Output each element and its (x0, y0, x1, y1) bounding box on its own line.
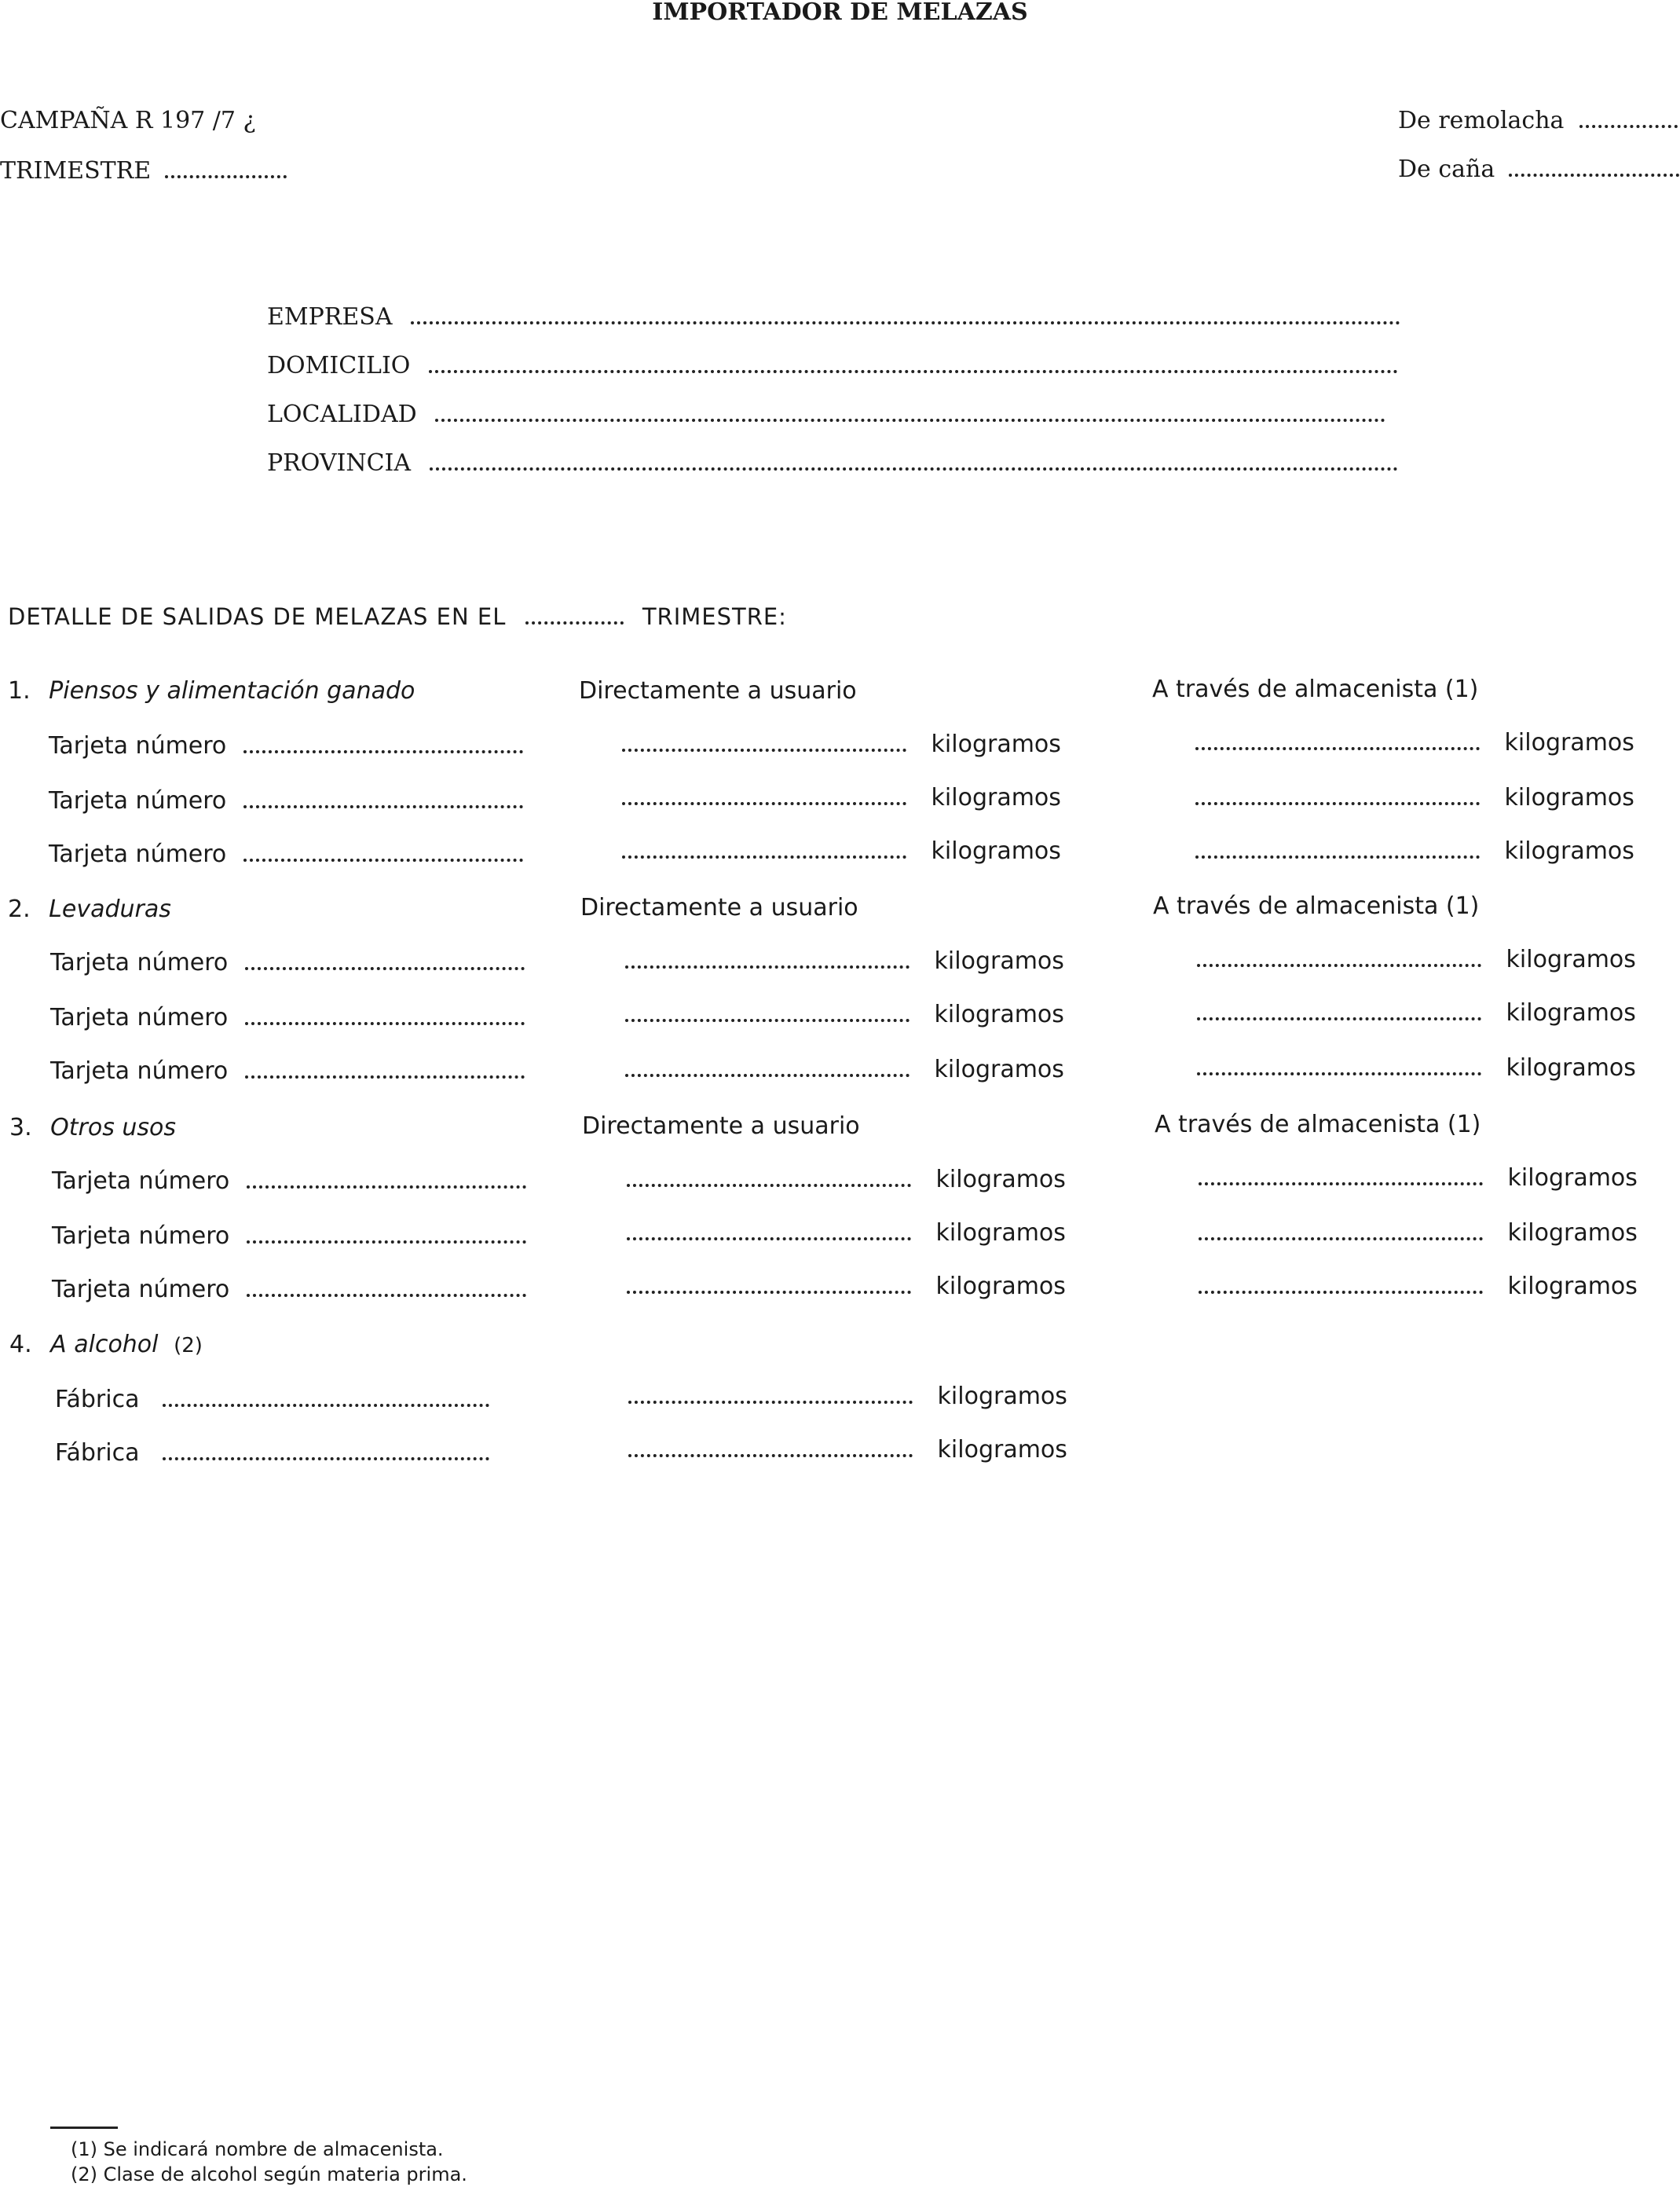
unit-label: kilogramos (934, 1001, 1064, 1028)
table-row (50, 949, 525, 976)
detalle-suffix: TRIMESTRE: (642, 603, 787, 630)
tarjeta-field[interactable] (245, 967, 525, 970)
table-row (49, 787, 523, 815)
campana-label: CAMPAÑA R 197 /7 ¿ (0, 107, 256, 134)
almacenista-amount (1197, 946, 1636, 973)
almacenista-amount (1195, 837, 1634, 865)
unit-label: kilogramos (934, 1056, 1064, 1083)
detalle-prefix: DETALLE DE SALIDAS DE MELAZAS EN EL (8, 603, 507, 630)
tarjeta-field[interactable] (247, 1240, 526, 1244)
empresa-line (267, 303, 1400, 331)
almacenista-field[interactable] (1197, 1017, 1481, 1020)
directo-field[interactable] (622, 802, 906, 805)
unit-label: kilogramos (937, 1383, 1067, 1410)
directo-amount (627, 1273, 1066, 1300)
tarjeta-field[interactable] (243, 859, 523, 862)
remolacha-line (1398, 107, 1678, 134)
unit-label: kilogramos (935, 1219, 1066, 1247)
trimestre-label: TRIMESTRE (0, 157, 152, 185)
table-row (49, 841, 523, 868)
almacenista-field[interactable] (1195, 747, 1480, 750)
section-title: Piensos y alimentación ganado (49, 677, 415, 705)
directo-amount (627, 1219, 1066, 1247)
empresa-field[interactable] (411, 321, 1400, 324)
tarjeta-field[interactable] (243, 750, 523, 753)
almacenista-field[interactable] (1197, 964, 1481, 967)
table-row (50, 1004, 525, 1031)
localidad-field[interactable] (435, 419, 1385, 422)
tarjeta-field[interactable] (245, 1075, 525, 1079)
tarjeta-field[interactable] (247, 1185, 526, 1189)
section-1-almacenista: A través de almacenista (1) (1152, 676, 1479, 703)
section-title: A alcohol (50, 1331, 159, 1358)
section-number: 1. (8, 677, 31, 705)
almacenista-field[interactable] (1199, 1291, 1483, 1294)
trimestre-line (0, 157, 287, 185)
directo-amount (625, 1001, 1064, 1028)
row-label: Tarjeta número (50, 1057, 229, 1085)
section-3-directo: Directamente a usuario (582, 1112, 860, 1140)
section-1-directo: Directamente a usuario (579, 677, 857, 705)
cana-label: De caña (1398, 156, 1495, 183)
alcohol-amount (628, 1436, 1067, 1464)
footnote-rule (50, 2127, 118, 2129)
row-label: Tarjeta número (49, 841, 227, 868)
directo-amount (625, 947, 1064, 975)
section-3-header (9, 1114, 176, 1141)
almacenista-amount (1197, 999, 1636, 1027)
row-label: Fábrica (55, 1386, 140, 1413)
tarjeta-field[interactable] (243, 805, 523, 808)
section-number: 4. (9, 1331, 32, 1358)
almacenista-amount (1199, 1219, 1638, 1247)
remolacha-label: De remolacha (1398, 107, 1565, 134)
unit-label: kilogramos (931, 731, 1061, 758)
section-4-header (9, 1331, 203, 1358)
table-row (50, 1057, 525, 1085)
row-label: Tarjeta número (50, 1004, 229, 1031)
unit-label: kilogramos (931, 837, 1061, 865)
row-label: Tarjeta número (52, 1276, 230, 1303)
section-2-almacenista: A través de almacenista (1) (1153, 892, 1480, 920)
directo-field[interactable] (622, 855, 906, 859)
unit-label: kilogramos (1504, 729, 1634, 756)
directo-field[interactable] (627, 1237, 911, 1240)
directo-field[interactable] (625, 1074, 910, 1077)
unit-label: kilogramos (937, 1436, 1067, 1464)
unit-label: kilogramos (1506, 946, 1636, 973)
almacenista-field[interactable] (1195, 855, 1480, 859)
domicilio-field[interactable] (429, 370, 1398, 373)
localidad-label: LOCALIDAD (267, 401, 417, 428)
cana-line (1398, 156, 1680, 183)
section-3-almacenista: A través de almacenista (1) (1155, 1111, 1481, 1138)
table-row (55, 1386, 489, 1413)
tarjeta-field[interactable] (245, 1022, 525, 1025)
domicilio-line (267, 352, 1398, 379)
provincia-field[interactable] (430, 467, 1398, 471)
remolacha-field[interactable] (1579, 125, 1678, 128)
alcohol-amount (628, 1383, 1067, 1410)
almacenista-amount (1195, 784, 1634, 811)
trimestre-field[interactable] (165, 175, 287, 178)
unit-label: kilogramos (1506, 1054, 1636, 1082)
cana-field[interactable] (1509, 174, 1680, 177)
almacenista-amount (1199, 1164, 1638, 1192)
row-label: Tarjeta número (52, 1222, 230, 1250)
unit-label: kilogramos (935, 1273, 1066, 1300)
almacenista-field[interactable] (1199, 1182, 1483, 1185)
localidad-line (267, 401, 1385, 428)
section-number: 3. (9, 1114, 32, 1141)
page-title: IMPORTADOR DE MELAZAS (652, 0, 1028, 26)
section-title: Levaduras (49, 896, 171, 923)
directo-amount (625, 1056, 1064, 1083)
tarjeta-field[interactable] (247, 1294, 526, 1297)
fabrica-field[interactable] (163, 1457, 489, 1460)
unit-label: kilogramos (935, 1166, 1066, 1193)
footnote-ref: (2) (174, 1334, 203, 1357)
section-title: Otros usos (50, 1114, 177, 1141)
row-label: Tarjeta número (52, 1167, 230, 1195)
almacenista-field[interactable] (1199, 1237, 1483, 1240)
alcohol-field[interactable] (628, 1401, 913, 1404)
empresa-label: EMPRESA (267, 303, 393, 331)
section-number: 2. (8, 896, 31, 923)
unit-label: kilogramos (1506, 999, 1636, 1027)
section-2-header (8, 896, 171, 923)
section-2-directo: Directamente a usuario (580, 894, 858, 921)
provincia-line (267, 449, 1398, 477)
detalle-heading (8, 603, 787, 630)
unit-label: kilogramos (1507, 1273, 1638, 1300)
almacenista-amount (1197, 1054, 1636, 1082)
table-row (49, 732, 523, 760)
almacenista-amount (1195, 729, 1634, 756)
table-row (55, 1439, 489, 1467)
table-row (52, 1222, 526, 1250)
provincia-label: PROVINCIA (267, 449, 412, 477)
almacenista-field[interactable] (1195, 802, 1480, 805)
row-label: Fábrica (55, 1439, 140, 1467)
directo-amount (622, 731, 1061, 758)
almacenista-amount (1199, 1273, 1638, 1300)
table-row (52, 1167, 526, 1195)
directo-amount (627, 1166, 1066, 1193)
unit-label: kilogramos (1504, 837, 1634, 865)
directo-field[interactable] (625, 1019, 910, 1022)
directo-amount (622, 784, 1061, 811)
row-label: Tarjeta número (50, 949, 229, 976)
directo-field[interactable] (627, 1291, 911, 1294)
footnote-1: (1) Se indicará nombre de almacenista. (71, 2138, 444, 2160)
unit-label: kilogramos (931, 784, 1061, 811)
row-label: Tarjeta número (49, 787, 227, 815)
alcohol-field[interactable] (628, 1454, 913, 1457)
unit-label: kilogramos (1507, 1219, 1638, 1247)
domicilio-label: DOMICILIO (267, 352, 411, 379)
directo-field[interactable] (622, 749, 906, 752)
directo-field[interactable] (627, 1184, 911, 1187)
unit-label: kilogramos (934, 947, 1064, 975)
directo-amount (622, 837, 1061, 865)
almacenista-field[interactable] (1197, 1072, 1481, 1075)
directo-field[interactable] (625, 965, 910, 969)
unit-label: kilogramos (1507, 1164, 1638, 1192)
footnote-2: (2) Clase de alcohol según materia prima. (71, 2163, 467, 2185)
row-label: Tarjeta número (49, 732, 227, 760)
section-1-header (8, 677, 415, 705)
table-row (52, 1276, 526, 1303)
detalle-trimestre-field[interactable] (525, 621, 624, 625)
fabrica-field[interactable] (163, 1404, 489, 1407)
unit-label: kilogramos (1504, 784, 1634, 811)
